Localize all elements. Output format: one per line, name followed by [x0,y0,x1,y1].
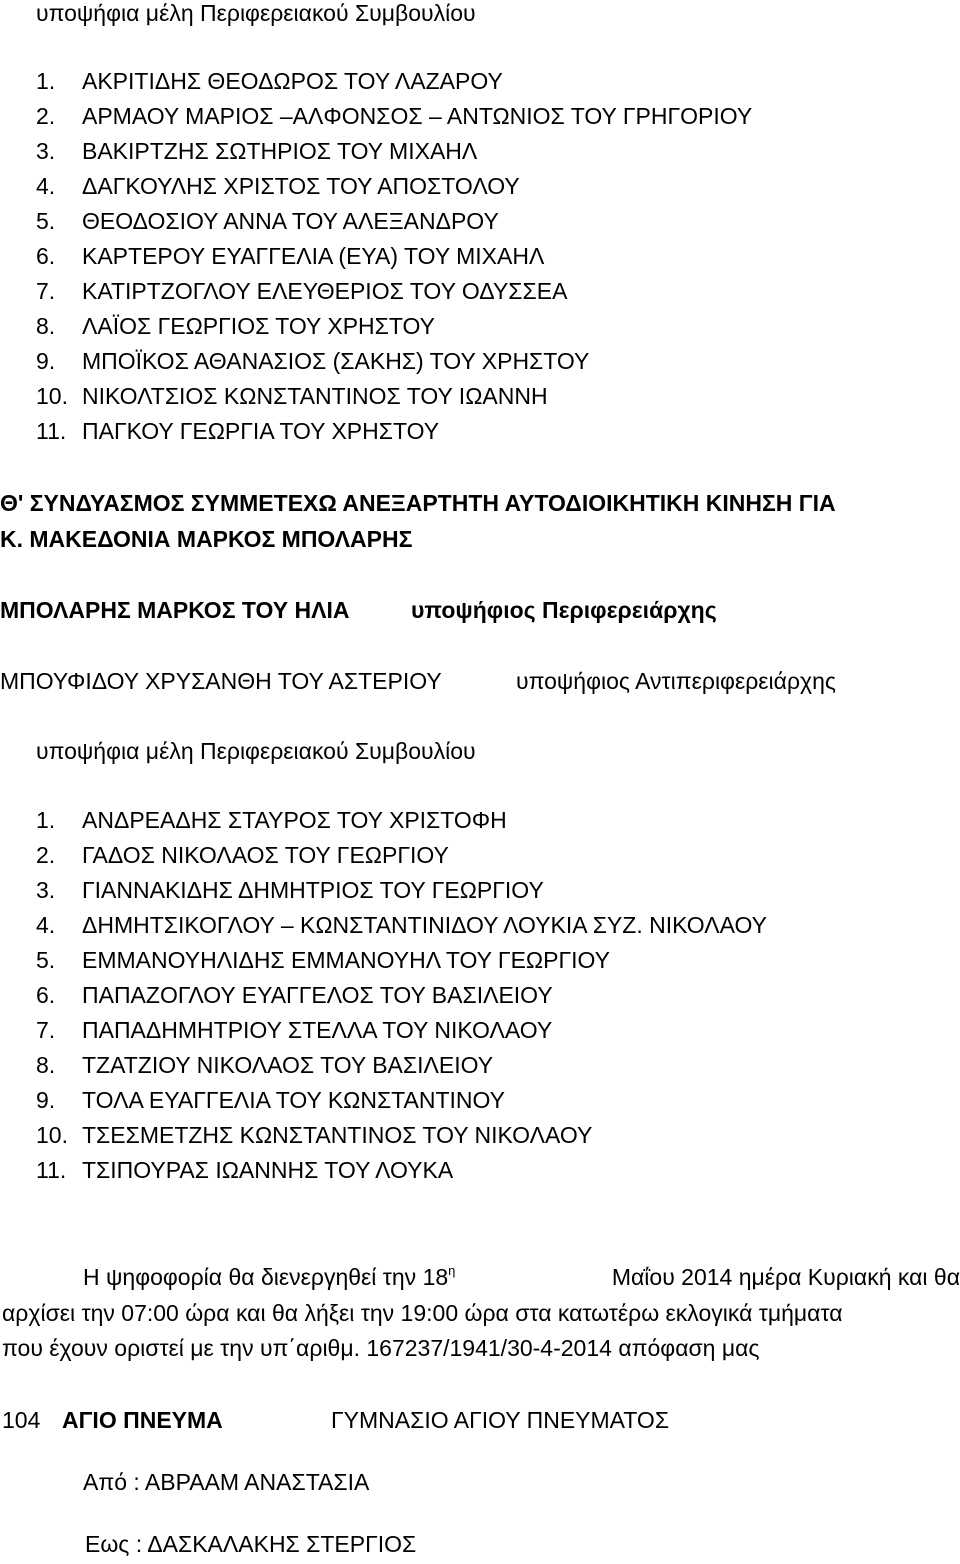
head-candidate-name: ΜΠΟΛΑΡΗΣ ΜΑΡΚΟΣ ΤΟΥ ΗΛΙΑ [0,597,350,623]
item-number: 11. [36,1157,67,1183]
from-label: Από : [83,1469,145,1495]
from-value: ΑΒΡΑΑΜ ΑΝΑΣΤΑΣΙΑ [144,1469,370,1495]
candidate-name: ΜΠΟΪΚΟΣ ΑΘΑΝΑΣΙΟΣ (ΣΑΚΗΣ) ΤΟΥ ΧΡΗΣΤΟΥ [82,348,590,374]
deputy-candidate-role: υποψήφιος Αντιπεριφερειάρχης [516,668,837,694]
station-location: ΓΥΜΝΑΣΙΟ ΑΓΙΟΥ ΠΝΕΥΜΑΤΟΣ [331,1407,670,1433]
item-number: 7. [36,1017,56,1043]
candidate-name: ΠΑΓΚΟΥ ΓΕΩΡΓΙΑ ΤΟΥ ΧΡΗΣΤΟΥ [82,418,440,444]
candidate-name: ΑΝΔΡΕΑΔΗΣ ΣΤΑΥΡΟΣ ΤΟΥ ΧΡΙΣΤΟΦΗ [82,807,507,833]
station-number: 104 [2,1407,41,1433]
voter-range-from [83,1471,369,1494]
candidate-name: ΤΣΙΠΟΥΡΑΣ ΙΩΑΝΝΗΣ ΤΟΥ ΛΟΥΚΑ [82,1157,454,1183]
item-number: 5. [36,947,56,973]
item-number: 10. [36,383,68,409]
candidate-name: ΑΡΜΑΟΥ ΜΑΡΙΟΣ –ΑΛΦΟΝΣΟΣ – ΑΝΤΩΝΙΟΣ ΤΟΥ ΓΡΗΓΟΡΙΟΥ [82,103,753,129]
item-number: 7. [36,278,56,304]
coalition-title-line-2: Κ. ΜΑΚΕΔΟΝΙΑ ΜΑΡΚΟΣ ΜΠΟΛΑΡΗΣ [0,526,413,552]
candidate-name: ΤΖΑΤΖΙΟΥ ΝΙΚΟΛΑΟΣ ΤΟΥ ΒΑΣΙΛΕΙΟΥ [82,1052,494,1078]
council-members-heading-2: υποψήφια μέλη Περιφερειακού Συμβουλίου [36,738,476,764]
item-number: 6. [36,243,56,269]
to-value: ΔΑΣΚΑΛΑΚΗΣ ΣΤΕΡΓΙΟΣ [147,1531,417,1557]
candidate-name: ΒΑΚΙΡΤΖΗΣ ΣΩΤΗΡΙΟΣ ΤΟΥ ΜΙΧΑΗΛ [82,138,478,164]
item-number: 3. [36,138,56,164]
item-number: 2. [36,842,56,868]
council-members-heading: υποψήφια μέλη Περιφερειακού Συμβουλίου [36,0,476,26]
candidate-name: ΤΣΕΣΜΕΤΖΗΣ ΚΩΝΣΤΑΝΤΙΝΟΣ ΤΟΥ ΝΙΚΟΛΑΟΥ [82,1122,593,1148]
item-number: 1. [36,807,56,833]
notice-line-1-end: Μαΐου 2014 ημέρα Κυριακή και θα [611,1264,960,1290]
candidate-name: ΓΙΑΝΝΑΚΙΔΗΣ ΔΗΜΗΤΡΙΟΣ ΤΟΥ ΓΕΩΡΓΙΟΥ [82,877,544,903]
candidate-name: ΛΑΪΟΣ ΓΕΩΡΓΙΟΣ ΤΟΥ ΧΡΗΣΤΟΥ [82,313,436,339]
item-number: 4. [36,173,56,199]
head-candidate-role: υποψήφιος Περιφερειάρχης [411,597,717,623]
candidate-name: ΠΑΠΑΔΗΜΗΤΡΙΟΥ ΣΤΕΛΛΑ ΤΟΥ ΝΙΚΟΛΑΟΥ [82,1017,553,1043]
item-number: 8. [36,1052,56,1078]
item-number: 11. [36,418,67,444]
notice-line-2: αρχίσει την 07:00 ώρα και θα λήξει την 19:00 ώρα στα κατωτέρω εκλογικά τμήματα [2,1300,843,1326]
candidate-name: ΔΗΜΗΤΣΙΚΟΓΛΟΥ – ΚΩΝΣΤΑΝΤΙΝΙΔΟΥ ΛΟΥΚΙΑ ΣΥΖ. ΝΙΚΟΛΑΟΥ [82,912,767,938]
candidate-name: ΓΑΔΟΣ ΝΙΚΟΛΑΟΣ ΤΟΥ ΓΕΩΡΓΙΟΥ [82,842,449,868]
item-number: 4. [36,912,56,938]
item-number: 8. [36,313,56,339]
ordinal-superscript: η [448,1263,456,1278]
item-number: 9. [36,1087,56,1113]
candidate-name: ΕΜΜΑΝΟΥΗΛΙΔΗΣ ΕΜΜΑΝΟΥΗΛ ΤΟΥ ΓΕΩΡΓΙΟΥ [82,947,611,973]
item-number: 6. [36,982,56,1008]
notice-line-1 [83,1263,456,1290]
candidate-name: ΔΑΓΚΟΥΛΗΣ ΧΡΙΣΤΟΣ ΤΟΥ ΑΠΟΣΤΟΛΟΥ [82,173,520,199]
to-label: Εως : [85,1531,148,1557]
notice-line-1-start: Η ψηφοφορία θα διενεργηθεί την 18 [83,1264,449,1290]
voter-range-to [85,1533,416,1556]
item-number: 1. [36,68,56,94]
candidate-name: ΠΑΠΑΖΟΓΛΟΥ ΕΥΑΓΓΕΛΟΣ ΤΟΥ ΒΑΣΙΛΕΙΟΥ [82,982,553,1008]
item-number: 10. [36,1122,68,1148]
candidate-name: ΑΚΡΙΤΙΔΗΣ ΘΕΟΔΩΡΟΣ ΤΟΥ ΛΑΖΑΡΟΥ [82,68,503,94]
item-number: 2. [36,103,56,129]
item-number: 9. [36,348,56,374]
candidate-name: ΘΕΟΔΟΣΙΟΥ ΑΝΝΑ ΤΟΥ ΑΛΕΞΑΝΔΡΟΥ [82,208,499,234]
candidate-name: ΝΙΚΟΛΤΣΙΟΣ ΚΩΝΣΤΑΝΤΙΝΟΣ ΤΟΥ ΙΩΑΝΝΗ [82,383,548,409]
deputy-candidate-name: ΜΠΟΥΦΙΔΟΥ ΧΡΥΣΑΝΘΗ ΤΟΥ ΑΣΤΕΡΙΟΥ [0,668,442,694]
candidate-name: ΚΑΤΙΡΤΖΟΓΛΟΥ ΕΛΕΥΘΕΡΙΟΣ ΤΟΥ ΟΔΥΣΣΕΑ [82,278,568,304]
candidate-name: ΚΑΡΤΕΡΟΥ ΕΥΑΓΓΕΛΙΑ (ΕΥΑ) ΤΟΥ ΜΙΧΑΗΛ [82,243,545,269]
item-number: 5. [36,208,56,234]
candidate-name: ΤΟΛΑ ΕΥΑΓΓΕΛΙΑ ΤΟΥ ΚΩΝΣΤΑΝΤΙΝΟΥ [82,1087,506,1113]
notice-line-3: που έχουν οριστεί με την υπ΄αριθμ. 167237/1941/30-4-2014 απόφαση μας [2,1335,760,1361]
item-number: 3. [36,877,56,903]
station-district: ΑΓΙΟ ΠΝΕΥΜΑ [62,1407,223,1433]
coalition-title-line-1: Θ' ΣΥΝΔΥΑΣΜΟΣ ΣΥΜΜΕΤΕΧΩ ΑΝΕΞΑΡΤΗΤΗ ΑΥΤΟΔΙΟΙΚΗΤΙΚΗ ΚΙΝΗΣΗ ΓΙΑ [0,490,836,516]
